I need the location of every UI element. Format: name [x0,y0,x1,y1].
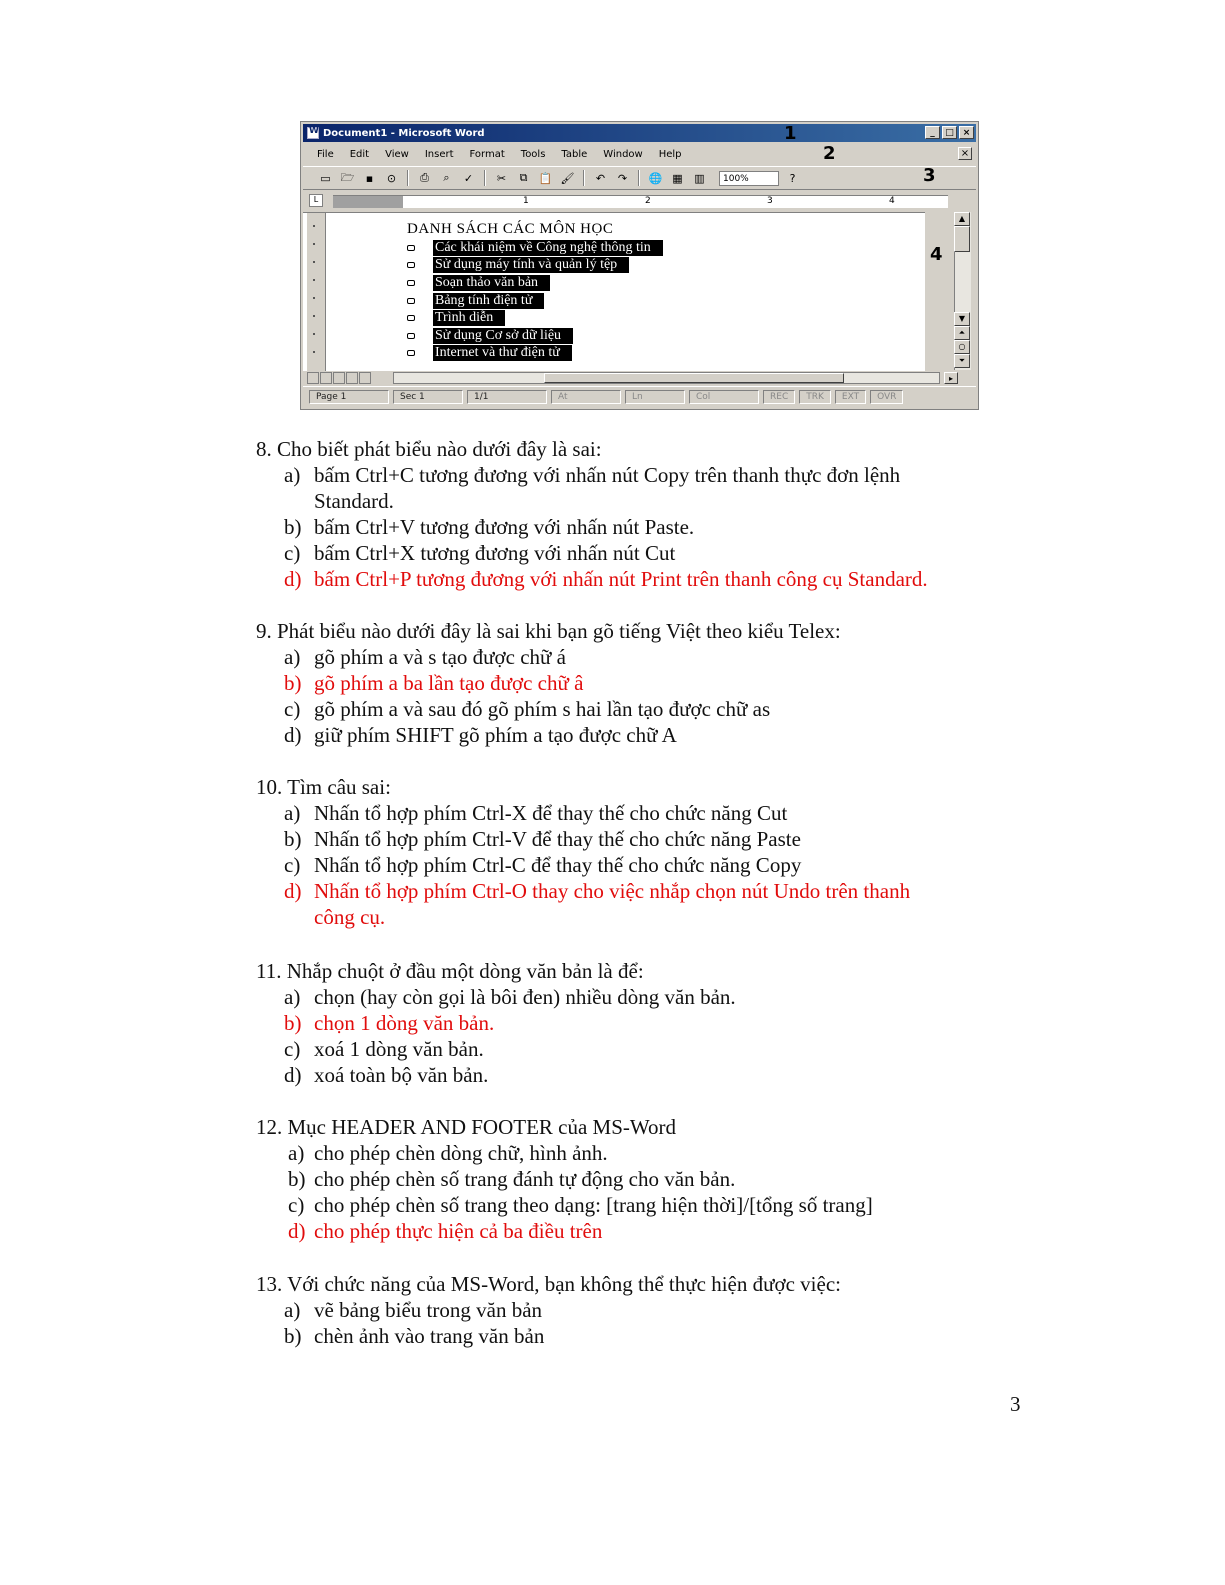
word-window-title: Document1 - Microsoft Word [323,127,485,139]
option: a) vẽ bảng biểu trong văn bản [284,1298,543,1322]
menu-view[interactable]: View [385,148,409,160]
menu-format[interactable]: Format [469,148,505,160]
web-view-icon[interactable] [320,372,332,384]
word-screenshot [300,121,979,410]
ruler-number: 1 [523,196,529,206]
scroll-thumb[interactable] [954,226,970,252]
next-page-icon[interactable]: ⏷ [954,354,970,368]
format-painter-icon[interactable]: 🖌 [560,171,575,185]
option: c) xoá 1 dòng văn bản. [284,1037,484,1061]
table-icon[interactable]: ▦ [672,171,683,185]
word-menubar [303,144,976,164]
list-item: Soạn thảo văn bản [407,274,663,292]
close-button[interactable]: × [959,126,974,139]
toolbar-separator [484,170,486,186]
option: b) chèn ảnh vào trang văn bản [284,1324,545,1348]
question-12 [256,1114,1026,1244]
vertical-scrollbar[interactable] [922,212,972,370]
callout-4: 4 [930,244,943,265]
ruler-number: 4 [889,196,895,206]
cut-icon[interactable]: ✂ [496,171,507,185]
menu-help[interactable]: Help [658,148,682,160]
copy-icon[interactable]: ⧉ [519,171,528,184]
status-rec[interactable]: REC [763,390,795,404]
status-page: Page 1 [309,390,389,404]
option: b) Nhấn tổ hợp phím Ctrl-V để thay thế cho chức năng Paste [284,827,801,851]
bullet-icon [407,262,415,268]
word-app-icon [307,127,319,139]
ruler-number: 3 [767,196,773,206]
option: a) chọn (hay còn gọi là bôi đen) nhiều dòng văn bản. [284,985,736,1009]
prev-page-icon[interactable]: ⏶ [954,326,970,340]
tab-selector-icon[interactable]: L [309,194,323,207]
status-bar [303,386,976,407]
scroll-up-icon[interactable]: ▲ [954,212,970,226]
bullet-icon [407,280,415,286]
status-pages: 1/1 [467,390,547,404]
option: c) gõ phím a và sau đó gõ phím s hai lần tạo được chữ as [284,697,771,721]
undo-icon[interactable]: ↶ [595,171,606,185]
horizontal-scrollbar[interactable] [303,370,976,386]
option: c) bấm Ctrl+X tương đương với nhấn nút Cut [284,541,676,565]
status-line: Ln [625,390,685,404]
zoom-select[interactable]: 100% [719,171,779,186]
permission-icon[interactable]: ⊙ [386,171,397,185]
correct-option: d) cho phép thực hiện cả ba điều trên [288,1219,603,1243]
correct-option: d) Nhấn tổ hợp phím Ctrl-O thay cho việc nhắp chọn nút Undo trên thanh [284,879,911,903]
question-8 [256,436,1026,592]
office-assistant-icon[interactable]: ? [789,171,796,185]
menu-tools[interactable]: Tools [520,148,546,160]
word-titlebar [303,124,976,142]
option: b) bấm Ctrl+V tương đương với nhấn nút Paste. [284,515,695,539]
status-at: At [551,390,621,404]
question-stem: 8. Cho biết phát biểu nào dưới đây là sai: [256,437,602,461]
list-item: Bảng tính điện tử [407,292,663,310]
ruler-number: 2 [645,196,651,206]
hyperlink-icon[interactable]: 🌐 [648,171,663,185]
option: c) cho phép chèn số trang theo dạng: [trang hiện thời]/[tổng số trang] [288,1193,873,1217]
select-browse-object-icon[interactable]: ○ [954,340,970,354]
correct-option: b) chọn 1 dòng văn bản. [284,1011,495,1035]
print-preview-icon[interactable]: ⌕ [443,171,450,184]
spelling-icon[interactable]: ✓ [463,171,474,185]
horizontal-ruler[interactable] [303,192,976,210]
bullet-icon [407,298,415,304]
menu-insert[interactable]: Insert [424,148,454,160]
list-item: Sử dụng Cơ sở dữ liệu [407,327,663,345]
status-section: Sec 1 [393,390,463,404]
option: c) Nhấn tổ hợp phím Ctrl-C để thay thế cho chức năng Copy [284,853,802,877]
bullet-icon [407,315,415,321]
list-item: Internet và thư điện tử [407,345,663,363]
question-stem: 12. Mục HEADER AND FOOTER của MS-Word [256,1115,677,1139]
bullet-icon [407,245,415,251]
list-item: Trình diễn [407,309,663,327]
standard-toolbar [303,166,976,190]
open-folder-icon[interactable]: 🗁 [340,170,355,184]
option: d) giữ phím SHIFT gõ phím a tạo được chữ A [284,723,677,747]
question-11 [256,958,1026,1088]
status-ext[interactable]: EXT [835,390,866,404]
question-13 [256,1271,1026,1349]
status-column: Col [689,390,759,404]
normal-view-icon[interactable] [307,372,319,384]
option-continuation: Standard. [314,489,394,513]
toolbar-separator [407,170,409,186]
question-stem: 11. Nhắp chuột ở đầu một dòng văn bản là để: [256,959,644,983]
outline-view-icon[interactable] [346,372,358,384]
callout-3: 3 [923,165,936,186]
scroll-left-icon[interactable] [359,372,371,384]
columns-icon[interactable]: ▥ [694,171,705,185]
horizontal-scroll-thumb[interactable] [544,373,844,383]
minimize-button[interactable]: _ [925,126,940,139]
callout-1: 1 [784,123,797,144]
document-close-button[interactable]: × [958,147,972,160]
question-10 [256,774,1026,930]
correct-option: d) bấm Ctrl+P tương đương với nhấn nút Print trên thanh công cụ Standard. [284,567,928,591]
vertical-ruler [307,213,326,371]
toolbar-separator [583,170,585,186]
status-ovr[interactable]: OVR [870,390,903,404]
callout-2: 2 [823,143,836,164]
question-stem: 10. Tìm câu sai: [256,775,391,799]
menu-table[interactable]: Table [561,148,588,160]
list-item: Sử dụng máy tính và quản lý tệp [407,257,663,275]
maximize-button[interactable]: □ [942,126,957,139]
page-number: 3 [1010,1392,1021,1416]
list-item: Các khái niệm về Công nghệ thông tin [407,239,663,257]
question-stem: 9. Phát biểu nào dưới đây là sai khi bạn gõ tiếng Việt theo kiểu Telex: [256,619,841,643]
correct-option: b) gõ phím a ba lần tạo được chữ â [284,671,584,695]
option: a) bấm Ctrl+C tương đương với nhấn nút Copy trên thanh thực đơn lệnh [284,463,901,487]
print-icon[interactable]: ⎙ [420,171,429,184]
question-stem: 13. Với chức năng của MS-Word, bạn không thể thực hiện được việc: [256,1272,841,1296]
document-list [407,239,663,362]
option: b) cho phép chèn số trang đánh tự động cho văn bản. [288,1167,736,1191]
status-trk[interactable]: TRK [799,390,831,404]
bullet-icon [407,333,415,339]
save-icon[interactable]: ▪ [365,171,374,185]
option: d) xoá toàn bộ văn bản. [284,1063,489,1087]
option: a) Nhấn tổ hợp phím Ctrl-X để thay thế cho chức năng Cut [284,801,788,825]
menu-window[interactable]: Window [603,148,643,160]
scroll-right-icon[interactable]: ▸ [944,372,958,384]
scroll-down-icon[interactable]: ▼ [954,312,970,326]
bullet-icon [407,350,415,356]
document-heading: DANH SÁCH CÁC MÔN HỌC [407,221,614,237]
menu-edit[interactable]: Edit [349,148,370,160]
option-continuation: công cụ. [314,905,386,929]
menu-file[interactable]: File [317,148,334,160]
question-9 [256,618,1026,748]
toolbar-separator [638,170,640,186]
option: a) cho phép chèn dòng chữ, hình ảnh. [288,1141,608,1165]
option: a) gõ phím a và s tạo được chữ á [284,645,566,669]
redo-icon[interactable]: ↷ [617,171,628,185]
print-layout-icon[interactable] [333,372,345,384]
paste-icon[interactable]: 📋 [538,171,553,185]
new-document-icon[interactable]: ▭ [320,171,331,185]
document-area[interactable] [303,212,925,371]
